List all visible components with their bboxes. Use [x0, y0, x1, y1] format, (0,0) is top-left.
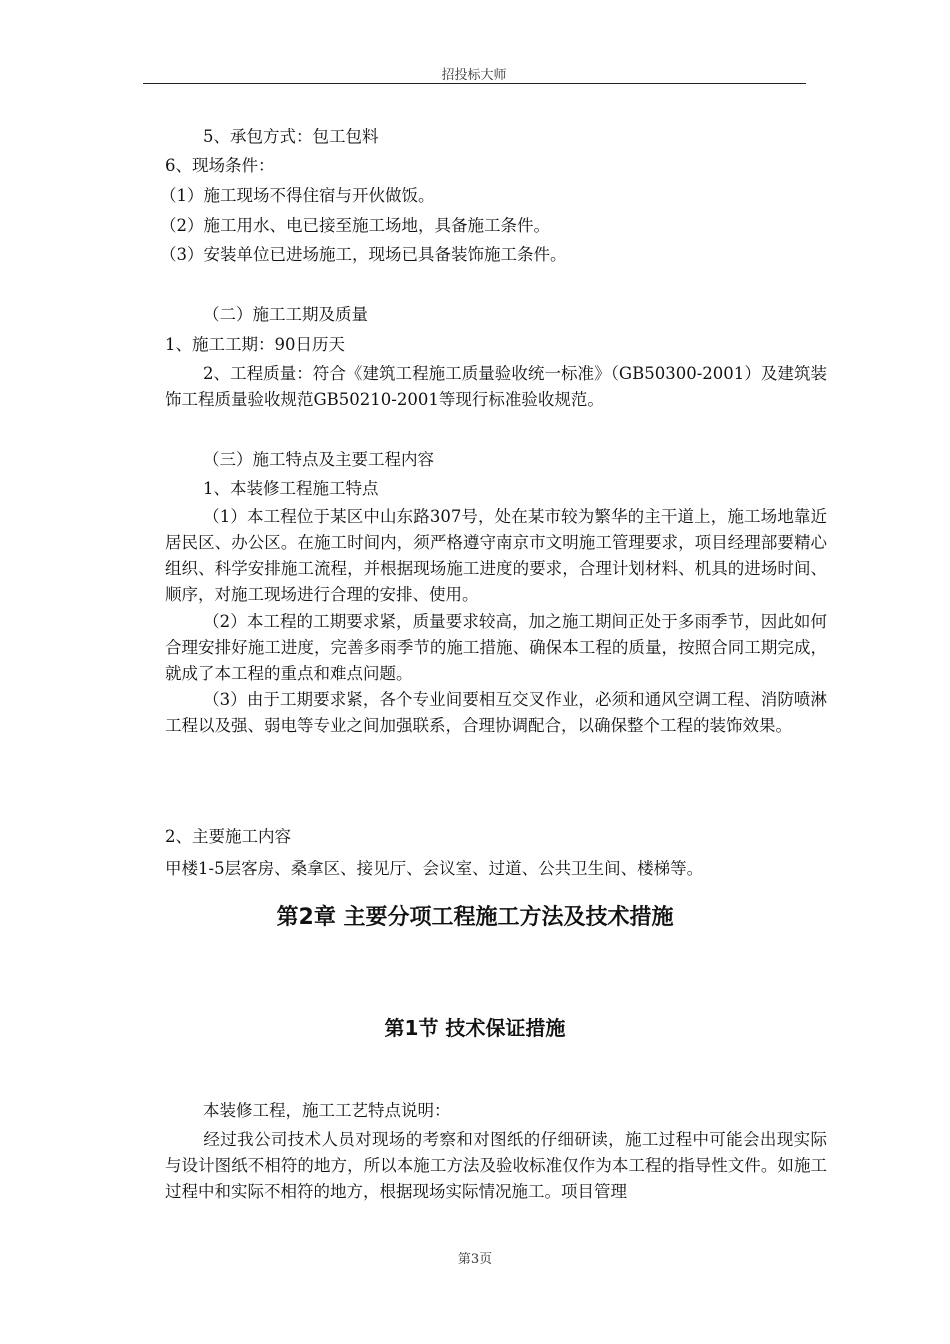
page-header: 招投标大师: [441, 68, 507, 83]
feature-paragraph-1: （1）本工程位于某区中山东路307号，处在某市较为繁华的主干道上，施工场地靠近居民区、办公区。在施工时间内，须严格遵守南京市文明施工管理要求，项目经理部要精心组织、科学安排施工流程，并根据现场施工进度的要求，合理计划材料、机具的进场时间、顺序，对施工现场进行合理的安排、使用。: [165, 507, 827, 604]
main-content-subheading: 2、主要施工内容: [165, 827, 291, 846]
process-intro: 本装修工程，施工工艺特点说明：: [203, 1101, 451, 1120]
page-number: 第3页: [457, 1252, 493, 1267]
header-divider: [143, 83, 806, 84]
site-condition-3: （3）安装单位已进场施工，现场已具备装饰施工条件。: [160, 245, 567, 264]
chapter-title: 第2章 主要分项工程施工方法及技术措施: [276, 905, 674, 930]
features-subheading: 1、本装修工程施工特点: [203, 479, 379, 498]
main-content-list: 甲楼1-5层客房、桑拿区、接见厅、会议室、过道、公共卫生间、楼梯等。: [165, 859, 704, 878]
construction-period: 1、施工工期：90日历天: [165, 335, 345, 354]
section-title: 第1节 技术保证措施: [384, 1016, 566, 1040]
site-condition-2: （2）施工用水、电已接至施工场地，具备施工条件。: [160, 216, 550, 235]
site-conditions-heading: 6、现场条件：: [165, 156, 275, 175]
contract-method: 5、承包方式：包工包料: [203, 127, 379, 146]
technical-paragraph: 经过我公司技术人员对现场的考察和对图纸的仔细研读，施工过程中可能会出现实际与设计图纸不相符的地方，所以本施工方法及验收标准仅作为本工程的指导性文件。如施工过程中和实际不相符的地方，根据现场实际情况施工。项目管理: [165, 1130, 827, 1201]
site-condition-1: （1）施工现场不得住宿与开伙做饭。: [160, 186, 435, 205]
feature-paragraph-2: （2）本工程的工期要求紧，质量要求较高，加之施工期间正处于多雨季节，因此如何合理安排好施工进度，完善多雨季节的施工措施、确保本工程的质量，按照合同工期完成，就成了本工程的重点和难点问题。: [165, 612, 827, 683]
features-title: （三）施工特点及主要工程内容: [203, 450, 434, 469]
quality-paragraph: 2、工程质量：符合《建筑工程施工质量验收统一标准》（GB50300-2001）及建筑装饰工程质量验收规范GB50210-2001等现行标准验收规范。: [165, 364, 827, 409]
period-quality-title: （二）施工工期及质量: [203, 305, 368, 324]
feature-paragraph-3: （3）由于工期要求紧，各个专业间要相互交叉作业，必须和通风空调工程、消防喷淋工程以及强、弱电等专业之间加强联系，合理协调配合，以确保整个工程的装饰效果。: [165, 690, 827, 735]
